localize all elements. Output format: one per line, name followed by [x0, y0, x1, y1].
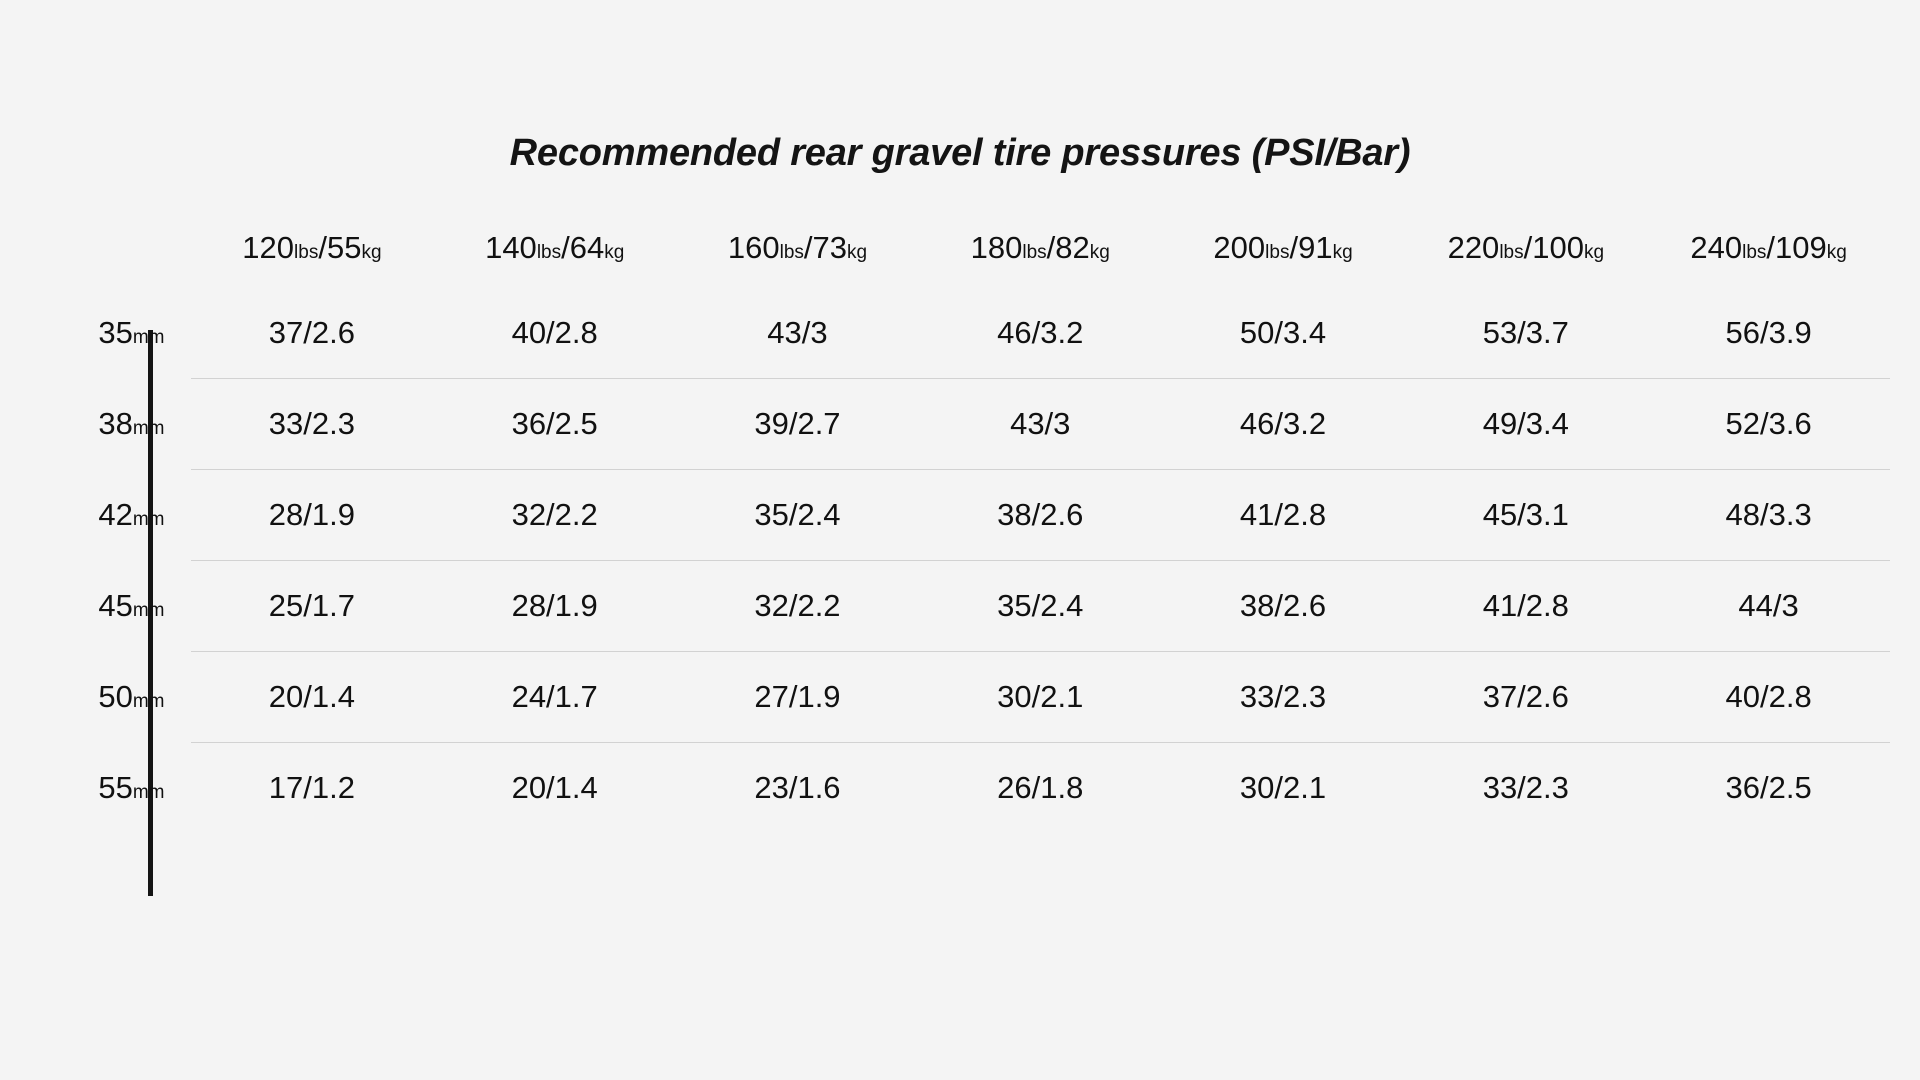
cell-r5-c1: 20/1.4	[191, 652, 434, 743]
column-header-kg-7: 109	[1775, 230, 1827, 265]
table-corner-cell	[30, 230, 191, 288]
cell-r6-c5: 30/2.1	[1239, 770, 1327, 805]
table-head	[30, 230, 1890, 288]
column-header-lbs-6: 220	[1447, 230, 1500, 265]
column-header-kg-unit-6: kg	[1583, 242, 1605, 263]
cell-r5-c7: 40/2.8	[1647, 652, 1890, 743]
cell-r4-c5: 38/2.6	[1162, 561, 1405, 652]
column-header-weight-6	[1404, 230, 1647, 288]
cell-r3-c2: 32/2.2	[433, 470, 676, 561]
table-body	[30, 288, 1890, 833]
row-header-unit-6: mm	[132, 781, 165, 803]
cell-r1-c5: 50/3.4	[1162, 288, 1405, 379]
row-header-value-5: 50	[98, 679, 133, 714]
cell-r3-c3: 35/2.4	[676, 470, 919, 561]
column-header-sep-5: /	[1289, 230, 1299, 265]
column-header-sep-7: /	[1766, 230, 1776, 265]
row-header-value-1: 35	[98, 315, 133, 351]
cell-r5-c6: 37/2.6	[1404, 652, 1647, 743]
table-row	[30, 470, 1890, 561]
table-header-row	[30, 230, 1890, 288]
column-header-lbs-unit-4: lbs	[1022, 242, 1047, 263]
cell-r2-c5: 46/3.2	[1162, 379, 1405, 470]
cell-r6-c4: 26/1.8	[997, 770, 1084, 805]
row-header-value-4: 45	[98, 588, 133, 623]
cell-r4-c3: 32/2.2	[676, 561, 919, 652]
row-header-value-6: 55	[98, 769, 133, 805]
column-header-weight-3	[676, 230, 919, 288]
cell-r6-c3: 23/1.6	[754, 770, 841, 805]
column-header-weight-2	[433, 230, 676, 288]
cell-r1-c2: 40/2.8	[433, 288, 676, 379]
page-title: Recommended rear gravel tire pressures (PSI/Bar)	[509, 132, 1411, 174]
column-header-lbs-unit-7: lbs	[1742, 242, 1767, 263]
column-header-lbs-4: 180	[970, 230, 1023, 265]
cell-r3-c4: 38/2.6	[919, 470, 1162, 561]
cell-r2-c1: 33/2.3	[191, 379, 434, 470]
column-header-kg-5: 91	[1298, 230, 1333, 265]
column-header-kg-1: 55	[326, 230, 362, 265]
row-header-value-2: 38	[98, 406, 133, 441]
column-header-kg-unit-2: kg	[604, 242, 625, 263]
row-header-tire-width-1	[30, 288, 191, 379]
column-header-kg-2: 64	[569, 230, 605, 265]
column-header-weight-1	[191, 230, 434, 288]
cell-r3-c5: 41/2.8	[1162, 470, 1405, 561]
cell-r1-c4: 46/3.2	[919, 288, 1162, 379]
row-header-value-3: 42	[98, 497, 133, 532]
cell-r2-c4: 43/3	[919, 379, 1162, 470]
column-header-sep-1: /	[318, 230, 327, 265]
cell-r6-c2: 20/1.4	[511, 770, 598, 805]
cell-r4-c1: 25/1.7	[191, 561, 434, 652]
cell-r3-c7: 48/3.3	[1647, 470, 1890, 561]
cell-r6-c7: 36/2.5	[1725, 770, 1812, 805]
row-header-unit-3: mm	[132, 509, 165, 530]
column-header-lbs-3: 160	[727, 230, 780, 265]
cell-r4-c2: 28/1.9	[433, 561, 676, 652]
cell-r2-c6: 49/3.4	[1404, 379, 1647, 470]
column-header-kg-unit-3: kg	[847, 242, 868, 263]
row-header-tire-width-6	[30, 743, 191, 834]
cell-r2-c7: 52/3.6	[1647, 379, 1890, 470]
cell-r3-c6: 45/3.1	[1404, 470, 1647, 561]
column-header-sep-4: /	[1046, 230, 1056, 265]
row-header-tire-width-2	[30, 379, 191, 470]
column-header-kg-unit-7: kg	[1826, 242, 1847, 263]
row-header-tire-width-5	[30, 652, 191, 743]
row-header-tire-width-4	[30, 561, 191, 652]
column-header-kg-4: 82	[1055, 230, 1090, 265]
cell-r1-c3: 43/3	[676, 288, 919, 379]
column-header-sep-3: /	[803, 230, 813, 265]
pressure-table-container	[30, 230, 1900, 833]
cell-r5-c2: 24/1.7	[433, 652, 676, 743]
column-header-sep-6: /	[1523, 230, 1533, 265]
column-header-lbs-5: 200	[1213, 230, 1266, 265]
cell-r4-c7: 44/3	[1647, 561, 1890, 652]
column-header-kg-unit-4: kg	[1089, 242, 1110, 263]
column-header-weight-5	[1162, 230, 1405, 288]
column-header-lbs-unit-6: lbs	[1499, 242, 1524, 263]
column-header-kg-unit-5: kg	[1332, 242, 1353, 263]
cell-r5-c3: 27/1.9	[676, 652, 919, 743]
table-row	[30, 652, 1890, 743]
column-header-lbs-unit-2: lbs	[536, 242, 562, 263]
row-header-unit-5: mm	[132, 691, 165, 712]
column-header-kg-6: 100	[1532, 230, 1584, 265]
column-header-weight-4	[919, 230, 1162, 288]
column-header-sep-2: /	[561, 230, 570, 265]
cell-r6-c1: 17/1.2	[268, 770, 355, 805]
row-header-unit-4: mm	[132, 600, 165, 621]
pressure-table	[30, 230, 1890, 833]
cell-r3-c1: 28/1.9	[191, 470, 434, 561]
cell-r4-c6: 41/2.8	[1404, 561, 1647, 652]
cell-r1-c1: 37/2.6	[191, 288, 434, 379]
cell-r1-c7: 56/3.9	[1647, 288, 1890, 379]
column-header-weight-7	[1647, 230, 1890, 288]
cell-r1-c6: 53/3.7	[1404, 288, 1647, 379]
cell-r5-c4: 30/2.1	[919, 652, 1162, 743]
column-header-lbs-7: 240	[1690, 230, 1743, 265]
row-header-unit-2: mm	[132, 418, 165, 439]
column-header-kg-unit-1: kg	[361, 242, 382, 263]
column-header-lbs-unit-3: lbs	[779, 242, 804, 263]
table-row	[30, 288, 1890, 379]
row-header-unit-1: mm	[132, 327, 165, 349]
cell-r4-c4: 35/2.4	[919, 561, 1162, 652]
row-header-tire-width-3	[30, 470, 191, 561]
column-header-lbs-2: 140	[485, 230, 537, 265]
column-header-lbs-1: 120	[242, 230, 295, 265]
cell-r2-c3: 39/2.7	[676, 379, 919, 470]
table-row	[30, 561, 1890, 652]
cell-r2-c2: 36/2.5	[433, 379, 676, 470]
column-header-lbs-unit-1: lbs	[294, 242, 319, 263]
column-header-kg-3: 73	[812, 230, 847, 265]
cell-r5-c5: 33/2.3	[1162, 652, 1405, 743]
table-row	[30, 743, 1890, 834]
table-row	[30, 379, 1890, 470]
cell-r6-c6: 33/2.3	[1482, 770, 1569, 805]
column-header-lbs-unit-5: lbs	[1265, 242, 1290, 263]
